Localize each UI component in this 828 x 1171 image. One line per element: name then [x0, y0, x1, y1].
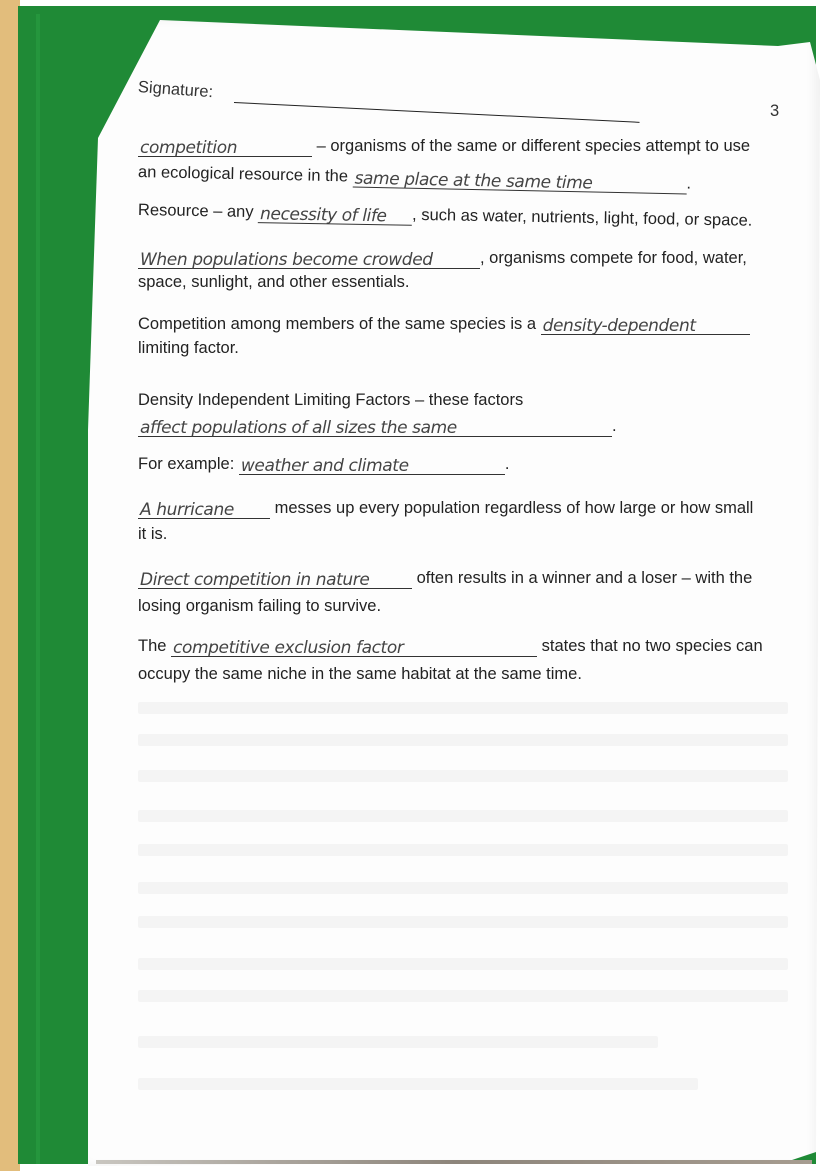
handwritten-answer: density-dependent: [542, 316, 696, 336]
show-through-text: [138, 844, 788, 856]
item-hurricane: [138, 498, 753, 519]
handwritten-answer: affect populations of all sizes the same: [140, 418, 457, 438]
printed-text: messes up every population regardless of how large or how small: [270, 499, 754, 517]
answer-blank[interactable]: [541, 314, 750, 335]
answer-blank[interactable]: [239, 454, 505, 475]
answer-blank[interactable]: [258, 202, 412, 226]
printed-text: – organisms of the same or different species attempt to use: [312, 137, 751, 155]
desk-surface: [0, 0, 20, 1171]
signature-line[interactable]: [234, 102, 640, 123]
printed-text: Competition among members of the same species is a: [138, 315, 541, 333]
answer-blank[interactable]: [138, 248, 480, 269]
handwritten-answer: competitive exclusion factor: [173, 638, 404, 658]
show-through-text: [138, 958, 788, 970]
show-through-text: [138, 1036, 658, 1048]
printed-text: , organisms compete for food, water,: [480, 249, 747, 267]
answer-blank[interactable]: [138, 136, 312, 157]
printed-line: occupy the same niche in the same habitat at the same time.: [138, 665, 582, 683]
item-example: [138, 454, 509, 475]
show-through-text: [138, 882, 788, 894]
show-through-text: [138, 734, 788, 746]
answer-blank[interactable]: [138, 416, 612, 437]
printed-text: states that no two species can: [537, 637, 763, 655]
page-bottom-shadow: [96, 1160, 812, 1164]
printed-text: , such as water, nutrients, light, food, or space.: [411, 205, 753, 230]
show-through-text: [138, 990, 788, 1002]
answer-blank[interactable]: [138, 498, 270, 519]
printed-text: an ecological resource in the: [137, 163, 353, 186]
answer-blank[interactable]: [171, 636, 537, 657]
signature-row: [138, 70, 788, 130]
printed-text: often results in a winner and a loser – with the: [412, 569, 753, 587]
printed-line: space, sunlight, and other essentials.: [138, 273, 410, 291]
item-direct-competition: [138, 568, 752, 589]
handwritten-answer: necessity of life: [259, 204, 387, 227]
show-through-text: [138, 916, 788, 928]
printed-line: limiting factor.: [138, 339, 239, 357]
answer-blank[interactable]: [138, 568, 412, 589]
show-through-text: [138, 810, 788, 822]
item-competitive-exclusion: [138, 636, 763, 657]
handwritten-answer: competition: [140, 138, 238, 158]
handwritten-answer: same place at the same time: [354, 168, 593, 194]
printed-text: For example:: [138, 455, 239, 473]
item-competition: [138, 136, 750, 157]
show-through-text: [138, 770, 788, 782]
handwritten-answer: Direct competition in nature: [140, 570, 370, 590]
printed-line: losing organism failing to survive.: [138, 597, 382, 615]
handwritten-answer: weather and climate: [240, 456, 409, 476]
printed-line: it is.: [138, 525, 168, 543]
page-number: 3: [770, 102, 780, 120]
printed-text: .: [504, 455, 510, 473]
item-density-dependent: [138, 314, 750, 335]
item-density-independent: [138, 416, 617, 437]
printed-text: Resource – any: [137, 201, 259, 222]
item-crowded: [138, 248, 747, 269]
signature-label: Signature:: [137, 78, 214, 102]
show-through-text: [138, 1078, 698, 1090]
folder-crease: [36, 14, 40, 1164]
printed-text: The: [138, 637, 172, 655]
printed-line: Density Independent Limiting Factors – these factors: [138, 391, 524, 409]
handwritten-answer: A hurricane: [140, 500, 234, 520]
show-through-text: [138, 702, 788, 714]
handwritten-answer: When populations become crowded: [140, 250, 433, 270]
printed-text: .: [612, 417, 617, 435]
printed-text: .: [686, 174, 692, 193]
